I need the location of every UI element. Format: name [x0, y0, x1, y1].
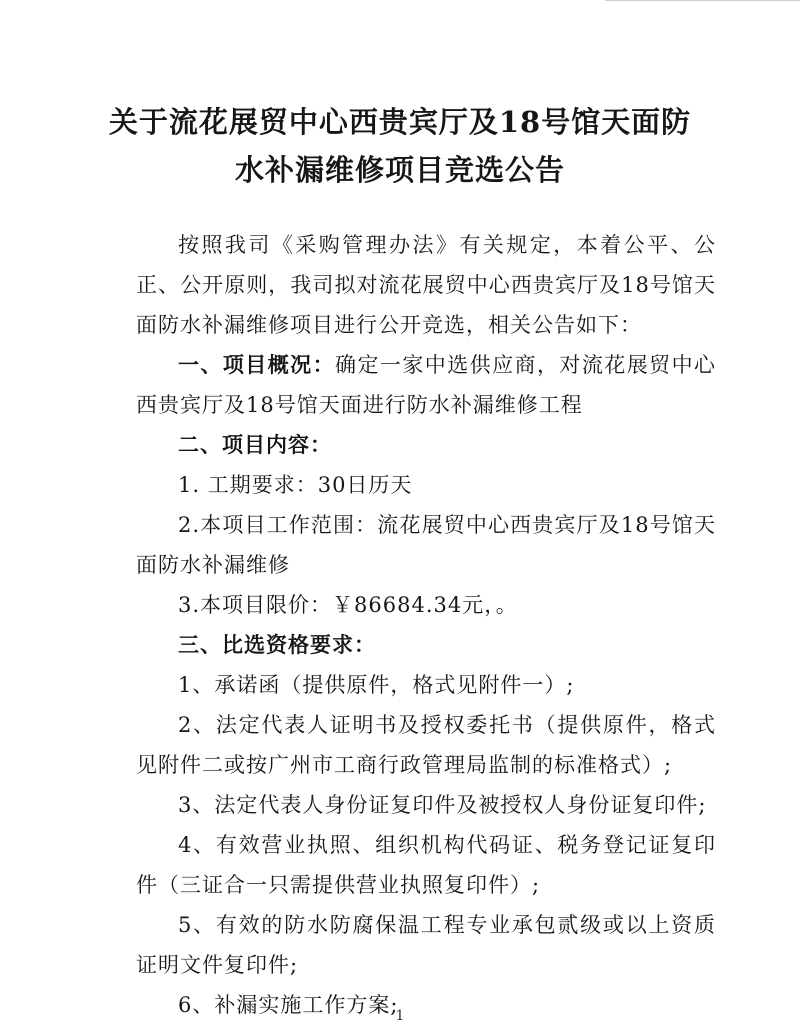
page-number: 1: [395, 1008, 405, 1024]
section-3-heading: 三、比选资格要求：: [178, 632, 376, 657]
section-1-paragraph: [136, 345, 716, 425]
section-2-item-3: 3.本项目限价：￥86684.34元，。: [178, 593, 518, 617]
document-title: [60, 98, 740, 194]
section-2-heading: 二、项目内容：: [178, 432, 332, 457]
section-1-text: 确定一家中选供应商，对流花展贸中心西贵宾厅及18号馆天面进行防水补漏维修工程: [136, 353, 717, 417]
section-3-item-6: 6、补漏实施工作方案;: [178, 993, 399, 1017]
section-3-item-5: 5、有效的防水防腐保温工程专业承包贰级或以上资质证明文件复印件;: [136, 913, 716, 977]
section-3-item-4: 4、有效营业执照、组织机构代码证、税务登记证复印件（三证合一只需提供营业执照复印件）;: [136, 833, 716, 897]
intro-paragraph: 按照我司《采购管理办法》有关规定，本着公平、公正、公开原则，我司拟对流花展贸中心西贵宾厅及18号馆天面防水补漏维修项目进行公开竞选，相关公告如下：: [136, 233, 716, 337]
title-line-1: 关于流花展贸中心西贵宾厅及18号馆天面防: [108, 105, 692, 139]
section-1-heading: 一、项目概况：: [178, 352, 336, 377]
section-3-item-2: 2、法定代表人证明书及授权委托书（提供原件，格式见附件二或按广州市工商行政管理局监制的标准格式）;: [136, 713, 716, 777]
section-2-item-2: 2.本项目工作范围：流花展贸中心西贵宾厅及18号馆天面防水补漏维修: [136, 513, 716, 577]
section-3-item-3: 3、法定代表人身份证复印件及被授权人身份证复印件;: [178, 793, 707, 817]
title-line-2: 水补漏维修项目竞选公告: [234, 153, 565, 187]
scan-edge-line: [605, 0, 800, 11]
document-body: [136, 225, 716, 1025]
section-2-item-1: 1. 工期要求：30日历天: [178, 473, 413, 497]
section-3-item-1: 1、承诺函（提供原件，格式见附件一）;: [178, 673, 575, 697]
